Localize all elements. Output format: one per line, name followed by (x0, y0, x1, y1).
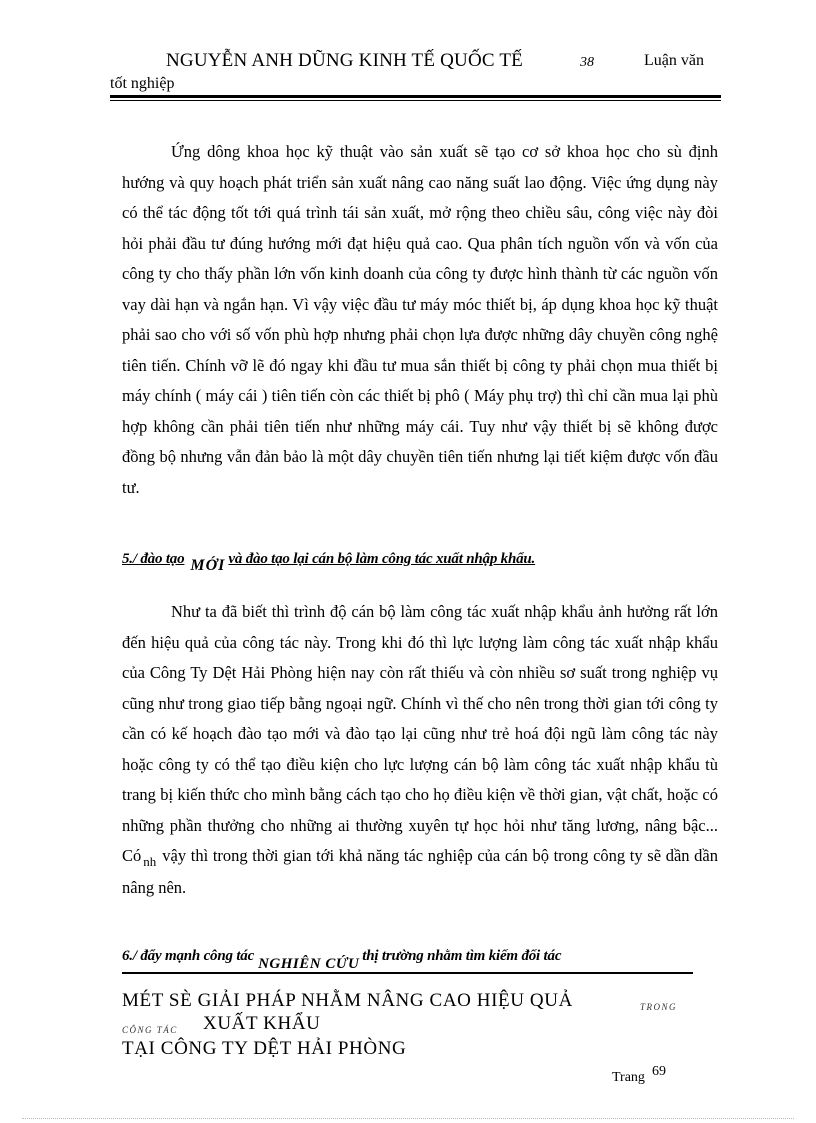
header-rule-thick (110, 95, 721, 98)
section-heading-5 (122, 550, 536, 574)
heading-text: 6./ đẩy mạnh công tác (122, 948, 255, 964)
header-number: 38 (580, 55, 594, 70)
header-title: NGUYỄN ANH DŨNG KINH TẾ QUỐC TẾ (166, 50, 523, 71)
page-number: 69 (652, 1064, 666, 1079)
paragraph-text: Ứng dông khoa học kỹ thuật vào sản xuất sẽ tạo cơ sở khoa học cho sù định hướng và quy hoạch phát triển sản xuất nâng cao năng suất lao động. Việc ứng dụng này có thể tác động tốt tới quá trình tái sản xuất, mở rộng theo chiều sâu, công việc này đòi hỏi phải đầu tư đúng hướng mới đạt hiệu quả cao. Qua phân tích nguồn vốn và vốn của công ty cho thấy phần lớn vốn kinh doanh của công ty được hình thành từ các nguồn vốn vay dài hạn và ngắn hạn. Vì vậy việc đầu tư máy móc thiết bị, áp dụng khoa học kỹ thuật phải sao cho với số vốn phù hợp nhưng phải chọn lựa được những dây chuyền công nghệ tiên tiến. Chính vỡ lẽ đó ngay khi đầu tư mua sắn thiết bị công ty phải chọn mua thiết bị máy chính ( máy cái ) tiên tiến còn các thiết bị phô ( Máy phụ trợ) thì chỉ cần mua lại phù hợp không cần phải tiên tiến như những máy cái. Tuy như vậy thiết bị sẽ không được đồng bộ nhưng vẫn đản bảo là một dây chuyền tiên tiến nhưng lại tiết kiệm được vốn đầu tư. (122, 142, 718, 497)
paragraph-training (122, 597, 718, 903)
footer-faint-text: TRONG (640, 1002, 678, 1012)
footer-faint-text: CÔNG TÁC (122, 1025, 178, 1035)
heading-text: thị trường nhằm tìm kiếm đối tác (362, 948, 562, 964)
heading-text: 5./ đào tạo (122, 551, 185, 567)
footer-line-2: XUẤT KHẨU (203, 1013, 321, 1034)
heading-underline (122, 972, 693, 974)
paragraph-technology (122, 137, 718, 503)
footer-line-1: MÉT SÈ GIẢI PHÁP NHẰM NÂNG CAO HIỆU QUẢ (122, 990, 573, 1011)
paragraph-text-part: vậy thì trong thời gian tới khả năng tác nghiệp của cán bộ trong công ty sẽ dần dần nâng nên. (122, 846, 718, 897)
section-heading-6 (122, 948, 562, 972)
header-rule-thin (110, 100, 721, 101)
paragraph-text (122, 597, 718, 903)
handwritten-annotation: NGHIÊN CỨU (258, 956, 360, 972)
header-label-continued: tốt nghiệp (110, 75, 175, 92)
page-label: Trang (612, 1070, 645, 1085)
header-label: Luận văn (644, 52, 704, 69)
page-border-dotted (22, 1118, 794, 1119)
paragraph-text-part: Như ta đã biết thì trình độ cán bộ làm công tác xuất nhập khẩu ảnh hưởng rất lớn đến hiệu quả của công tác này. Trong khi đó thì lực lượng làm công tác xuất nhập khẩu của Công Ty Dệt Hải Phòng hiện nay còn rất thiếu và còn nhiều sơ suất trong nghiệp vụ cũng như trong giao tiếp bằng ngoại ngữ. Chính vì thế cho nên trong thời gian tới công ty cần có kế hoạch đào tạo mới và đào tạo lại cũng như trẻ hoá đội ngũ làm công tác này hoặc công ty có thể tạo điều kiện cho lực lượng cán bộ làm công tác xuất nhập khẩu tù trang bị kiến thức cho mình bằng cách tạo cho họ điều kiện về thời gian, vật chất, hoặc có những phần thưởng cho những ai thường xuyên tự học hỏi như tăng lương, nâng bậc... Có (122, 602, 718, 865)
footer-line-3: TẠI CÔNG TY DỆT HẢI PHÒNG (122, 1038, 407, 1059)
heading-text: và đào tạo lại cán bộ làm công tác xuất nhập khẩu. (228, 551, 536, 567)
handwritten-annotation: MỚI (190, 557, 226, 574)
handwritten-annotation: nh (143, 854, 157, 869)
